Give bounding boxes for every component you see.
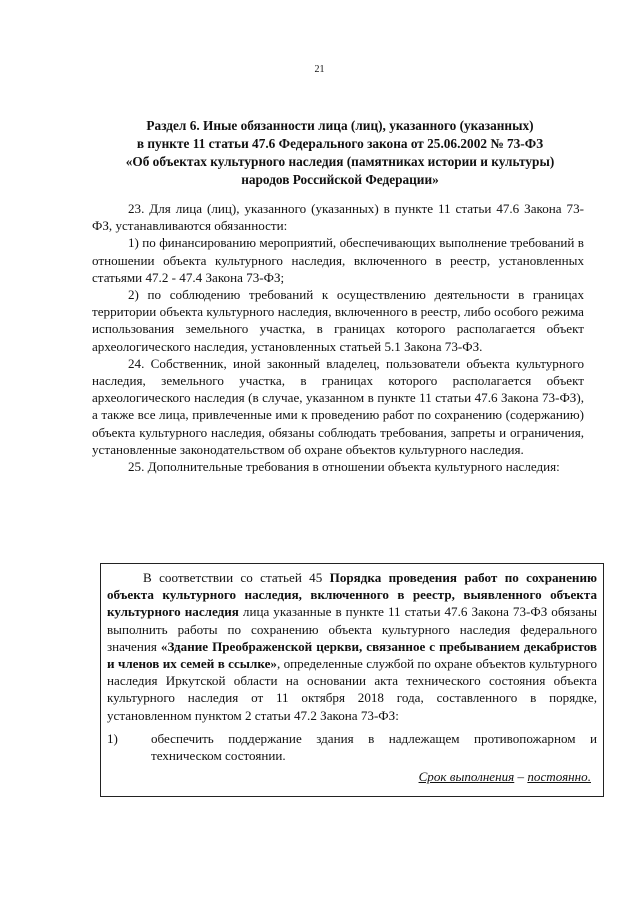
requirements-paragraph	[107, 569, 597, 724]
deadline-label: Срок выполнения	[418, 769, 515, 785]
document-body	[92, 200, 584, 475]
paragraph-24: 24. Собственник, иной законный владелец, пользователи объекта культурного наследия, земельного участка, в границах которого располагается объект археологического наследия (в случае, указанном в пункте 11 статьи 47.6 Закона 73-ФЗ), а также все лица, привлеченные ими к проведению работ по сохранению (содержанию) объекта культурного наследия, обязаны соблюдать требования, запреты и ограничения, установленные законодательством об охране объектов культурного наследия.	[92, 355, 584, 457]
req-text-3: , определенные службой по охране объектов культурного наследия Иркутской области на основании акта технического состояния объекта культурного наследия от 11 октября 2018 года, составленного в порядке, установленном пунктом 2 статьи 47.2 Закона 73-ФЗ:	[107, 656, 598, 723]
requirement-item-text: обеспечить поддержание здания в надлежащем противопожарном и техническом состоянии.	[151, 730, 597, 764]
title-line-3: «Об объектах культурного наследия (памятниках истории и культуры)	[125, 154, 555, 169]
deadline-value: постоянно.	[527, 769, 591, 785]
req-object-name: «Здание Преображенской церкви, связанное с пребыванием декабристов и членов их семей в ссылке»	[107, 638, 597, 672]
title-line-2: в пункте 11 статьи 47.6 Федерального закона от 25.06.2002 № 73-ФЗ	[136, 136, 544, 151]
paragraph-25: 25. Дополнительные требования в отношении объекта культурного наследия:	[128, 459, 560, 475]
title-line-4: народов Российской Федерации»	[241, 172, 439, 187]
deadline-dash: –	[514, 769, 528, 785]
requirements-box	[100, 563, 604, 797]
paragraph-23-item-1: 1) по финансированию мероприятий, обеспечивающих выполнение требований в отношении объекта культурного наследия, включенного в реестр, установленных статьями 47.2 - 47.4 Закона 73-ФЗ;	[92, 235, 584, 285]
section-title	[80, 117, 600, 189]
requirements-content	[107, 569, 597, 785]
paragraph-23-item-2: 2) по соблюдению требований к осуществлению деятельности в границах территории объекта культурного наследия, включенного в реестр, либо особого режима использования земельного участка, в границах которого располагается объект археологического наследия, установленных статьей 5.1 Закона 73-ФЗ.	[92, 287, 584, 354]
requirement-item	[107, 730, 597, 764]
req-text-1: В соответствии со статьей 45	[143, 570, 330, 585]
deadline	[107, 768, 597, 785]
title-line-1: Раздел 6. Иные обязанности лица (лиц), указанного (указанных)	[146, 118, 534, 133]
req-text-2: лица указанные в пункте 11 статьи 47.6 Закона 73-ФЗ обязаны выполнить работы по сохранению объекта культурного наследия федерального значения	[107, 604, 597, 654]
paragraph-23: 23. Для лица (лиц), указанного (указанных) в пункте 11 статьи 47.6 Закона 73-ФЗ, устанавливаются обязанности:	[92, 201, 584, 234]
req-procedure-name: Порядка проведения работ по сохранению объекта культурного наследия, включенного в реестр, выявленного объекта культурного наследия	[107, 570, 598, 620]
requirement-item-number: 1)	[107, 730, 118, 746]
page-number: 21	[314, 64, 325, 75]
